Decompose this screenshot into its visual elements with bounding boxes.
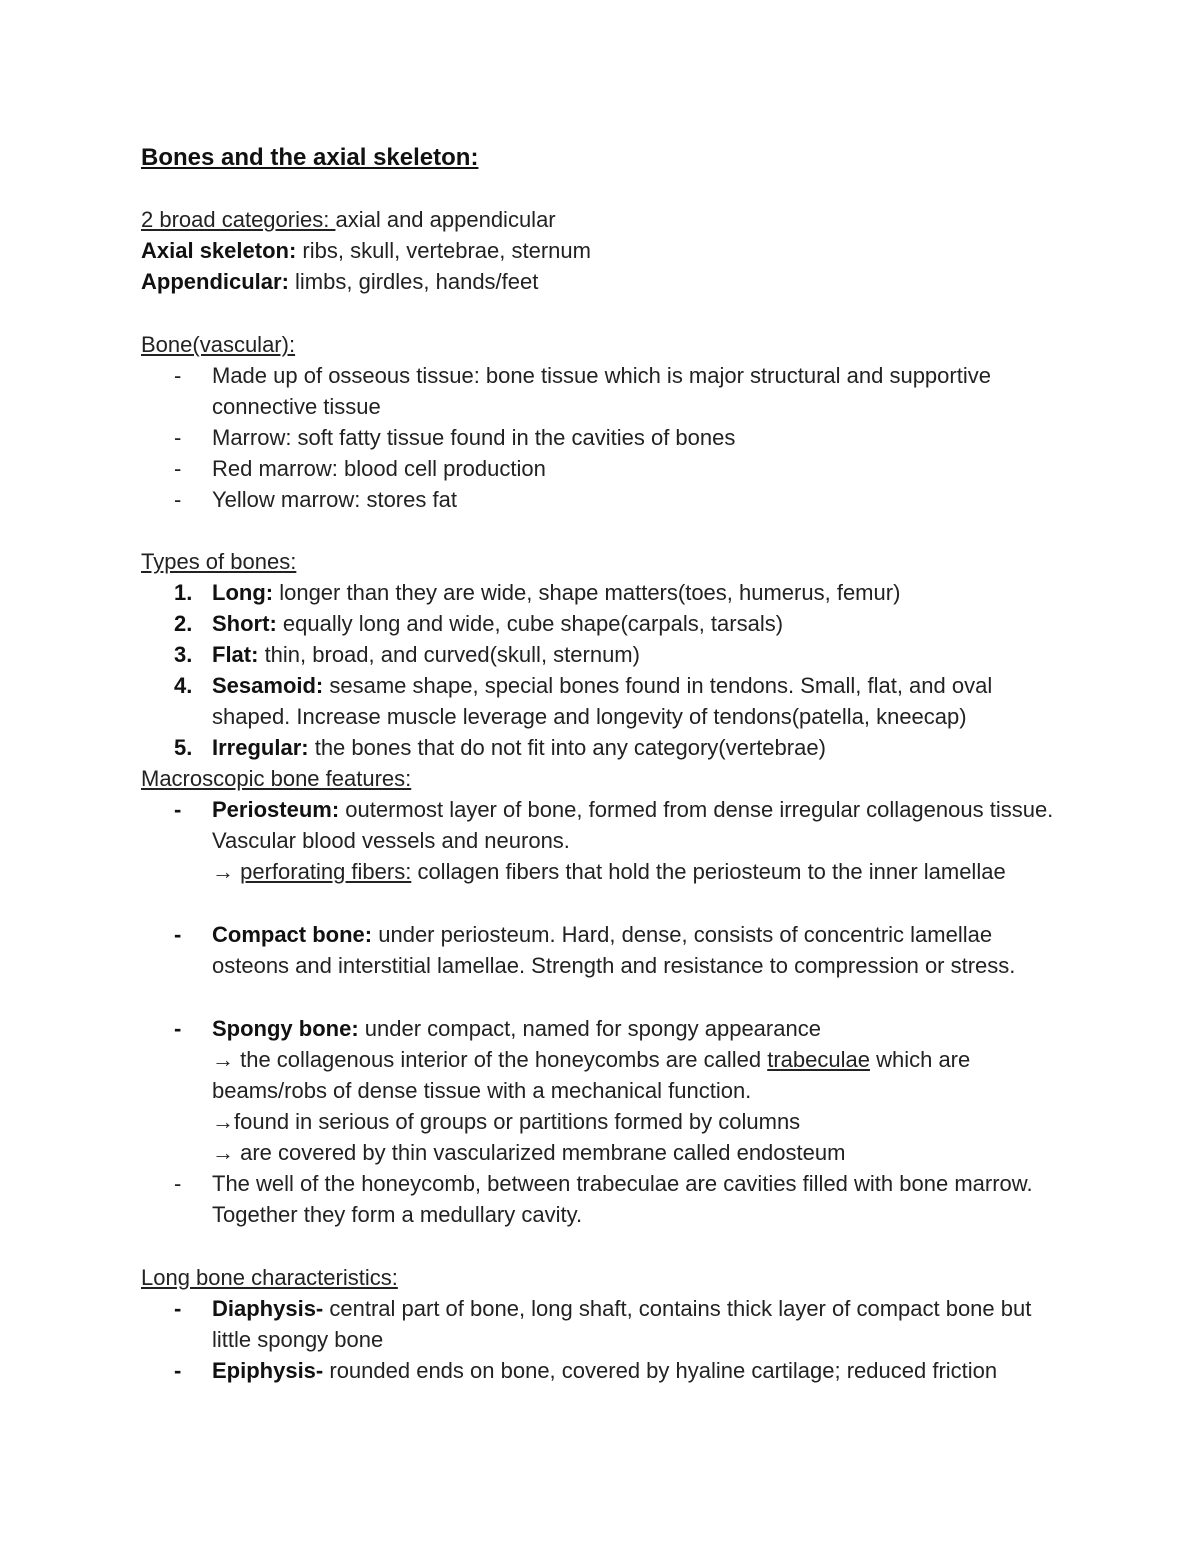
bullet-marker: - [174,1171,182,1196]
list-item-compact [141,919,1071,981]
spongy-sub1-pre: → the collagenous interior of the honeycombs are called [212,1047,768,1072]
periosteum-subline [212,856,1071,887]
compact-label: Compact bone: [212,922,373,947]
item-label: Flat: [212,642,259,667]
item-text: longer than they are wide, shape matters(toes, humerus, femur) [273,580,901,605]
list-item-spongy [141,1013,1071,1168]
periosteum-text: outermost layer of bone, formed from dense irregular collagenous tissue. Vascular blood vessels and neurons. [212,797,1054,853]
bone-heading: Bone(vascular): [141,332,296,357]
bullet-marker: - [174,456,182,481]
list-item-text: Red marrow: blood cell production [212,456,546,481]
list-item-periosteum [141,794,1071,887]
types-heading: Types of bones: [141,549,297,574]
bullet-marker: - [174,363,182,388]
epiphysis-label: Epiphysis- [212,1358,324,1383]
item-text: sesame shape, special bones found in tendons. Small, flat, and oval shaped. Increase muscle leverage and longevity of tendons(patella, kneecap) [212,673,993,729]
list-item-text: Made up of osseous tissue: bone tissue which is major structural and supportive connective tissue [212,363,991,419]
macro-heading: Macroscopic bone features: [141,766,412,791]
list-item [141,484,1071,515]
numbered-item [141,670,1071,732]
numbered-item [141,732,1071,763]
item-label: Short: [212,611,277,636]
item-number: 4. [174,673,193,698]
diaphysis-text: central part of bone, long shaft, contains thick layer of compact bone but little spongy bone [212,1296,1032,1352]
long-heading: Long bone characteristics: [141,1265,398,1290]
item-label: Sesamoid: [212,673,324,698]
list-item-diaphysis [141,1293,1071,1355]
list-item [141,422,1071,453]
bullet-marker: - [174,1296,182,1321]
spongy-subline-3: → are covered by thin vascularized membrane called endosteum [212,1140,846,1165]
numbered-item [141,639,1071,670]
perforating-fibers-text: collagen fibers that hold the periosteum to the inner lamellae [411,859,1006,884]
numbered-item [141,577,1071,608]
list-item-text: Yellow marrow: stores fat [212,487,457,512]
item-number: 1. [174,580,193,605]
arrow-icon: → [212,859,241,884]
list-item-epiphysis [141,1355,1071,1386]
numbered-item [141,608,1071,639]
well-text: The well of the honeycomb, between trabeculae are cavities filled with bone marrow. Together they form a medullary cavity. [212,1171,1033,1227]
item-text: thin, broad, and curved(skull, sternum) [258,642,640,667]
list-item-well [141,1168,1071,1230]
axial-text: ribs, skull, vertebrae, sternum [296,238,591,263]
item-text: equally long and wide, cube shape(carpals, tarsals) [276,611,784,636]
item-label: Irregular: [212,735,309,760]
item-number: 5. [174,735,193,760]
categories-text: axial and appendicular [335,207,556,232]
spongy-subline-1 [212,1044,1071,1106]
bullet-marker: - [174,425,182,450]
perforating-fibers-label: perforating fibers: [240,859,412,884]
axial-label: Axial skeleton: [141,238,297,263]
diaphysis-label: Diaphysis- [212,1296,324,1321]
appendicular-text: limbs, girdles, hands/feet [288,269,539,294]
list-item [141,360,1071,422]
spongy-label: Spongy bone: [212,1016,359,1041]
item-label: Long: [212,580,274,605]
item-number: 3. [174,642,193,667]
bullet-marker: - [174,922,182,947]
spongy-subline-2: →found in serious of groups or partitions formed by columns [212,1109,801,1134]
appendicular-line [141,266,538,297]
list-item-text: Marrow: soft fatty tissue found in the cavities of bones [212,425,736,450]
bullet-marker: - [174,1016,182,1041]
trabeculae-term: trabeculae [767,1047,870,1072]
document-title: Bones and the axial skeleton: [141,144,479,171]
bullet-marker: - [174,797,182,822]
bullet-marker: - [174,1358,182,1383]
periosteum-label: Periosteum: [212,797,340,822]
list-item [141,453,1071,484]
spongy-text: under compact, named for spongy appearance [358,1016,821,1041]
categories-label: 2 broad categories: [141,207,336,232]
appendicular-label: Appendicular: [141,269,289,294]
bullet-marker: - [174,487,182,512]
item-number: 2. [174,611,193,636]
compact-text: under periosteum. Hard, dense, consists of concentric lamellae osteons and interstitial lamellae. Strength and resistance to compression or stress. [212,922,1016,978]
spongy-sub1-post: which are beams/robs of dense tissue with a mechanical function. [212,1047,971,1103]
axial-line [141,235,591,266]
item-text: the bones that do not fit into any category(vertebrae) [308,735,826,760]
epiphysis-text: rounded ends on bone, covered by hyaline cartilage; reduced friction [323,1358,998,1383]
categories-line [141,204,556,235]
